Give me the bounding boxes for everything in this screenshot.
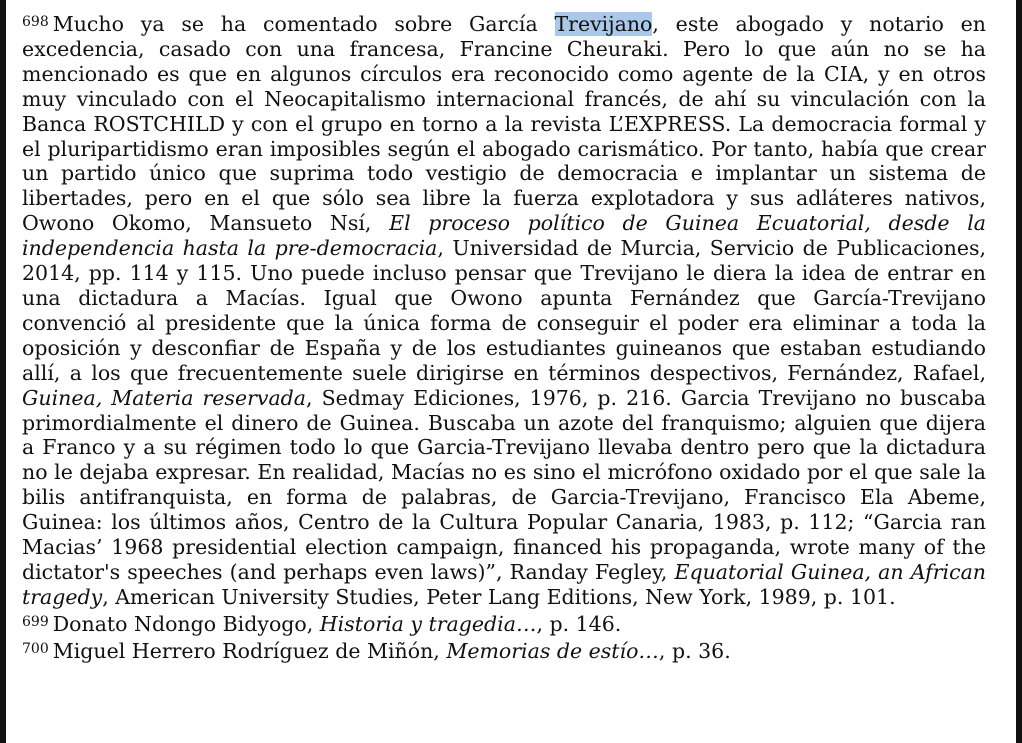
footnote-text: , Sedmay Ediciones, 1976, p. 216. Garcia Trevijano no buscaba primordialmente el dinero de Guinea. Buscaba un azote del franquismo; alguien que dijera a Franco y a su régimen todo lo que Garcia-Trevijano llevaba dentro pero que la dictadura no le dejaba expresar. En realidad, Macías no es sino el micrófono oxidado por el que sale la bilis antifranquista, en forma de palabras, de Garcia-Trevijano, Francisco Ela Abeme, Guinea: los últimos años, Centro de la Cultura Popular Canaria, 1983, p. 112; “Garcia ran Macias’ 1968 presidential election campaign, financed his propaganda, wrote many of the dictator's speeches (and perhaps even laws)”, Randay Fegley, <box>22 385 986 584</box>
footnote-700 <box>22 637 986 664</box>
footnote-number: 698 <box>22 14 49 30</box>
book-title: Memorias de estío… <box>446 638 659 663</box>
footnote-text: , p. 146. <box>536 611 622 636</box>
footnote-text: Mucho ya se ha comentado sobre García <box>52 12 555 36</box>
footnote-text: Donato Ndongo Bidyogo, <box>52 611 320 636</box>
footnotes-page <box>22 10 986 664</box>
book-title: Historia y tragedia… <box>319 611 537 636</box>
highlighted-word[interactable]: Trevijano <box>554 12 653 36</box>
footnote-text: , American University Studies, Peter Lang Editions, New York, 1989, p. 101. <box>102 584 896 609</box>
footnote-number: 699 <box>22 613 49 630</box>
book-title: Guinea, Materia reservada <box>22 385 307 410</box>
footnote-text: , este abogado y notario en excedencia, casado con una francesa, Francine Cheuraki. Pero lo que aún no se ha mencionado es que en algunos círculos era reconocido como agente de la CIA, y en otros muy vinculado con el Neocapitalismo internacional francés, de ahí su vinculación con la Banca ROSTCHILD y con el grupo en torno a la revista L’EXPRESS. La democracia formal y el pluripartidismo eran imposibles según el abogado carismático. Por tanto, había que crear un partido único que suprima todo vestigio de democracia e implantar un sistema de libertades, pero en el que sólo sea libre la fuerza explotadora y sus adláteres nativos, Owono Okomo, Mansueto Nsí, <box>22 12 986 236</box>
right-frame-border <box>1016 0 1022 743</box>
footnote-698 <box>22 10 986 610</box>
footnote-text: , p. 36. <box>658 638 731 663</box>
book-title: El proceso político de Guinea Ecuatorial, desde la independencia hasta la pre-democracia <box>22 211 986 261</box>
footnote-699 <box>22 610 986 637</box>
book-title: Equatorial Guinea, an African tragedy <box>22 559 986 609</box>
footnote-text: , Universidad de Murcia, Servicio de Publicaciones, 2014, pp. 114 y 115. Uno puede incluso pensar que Trevijano le diera la idea de entrar en una dictadura a Macías. Igual que Owono apunta Fernández que García-Trevijano convenció al presidente que la única forma de conseguir el poder era eliminar a toda la oposición y desconfiar de España y de los estudiantes guineanos que estaban estudiando allí, a los que frecuentemente suele dirigirse en términos despectivos, Fernández, Rafael, <box>22 236 987 385</box>
footnote-text: Miguel Herrero Rodríguez de Miñón, <box>52 638 447 663</box>
left-frame-border <box>0 0 6 743</box>
footnote-number: 700 <box>22 640 49 657</box>
